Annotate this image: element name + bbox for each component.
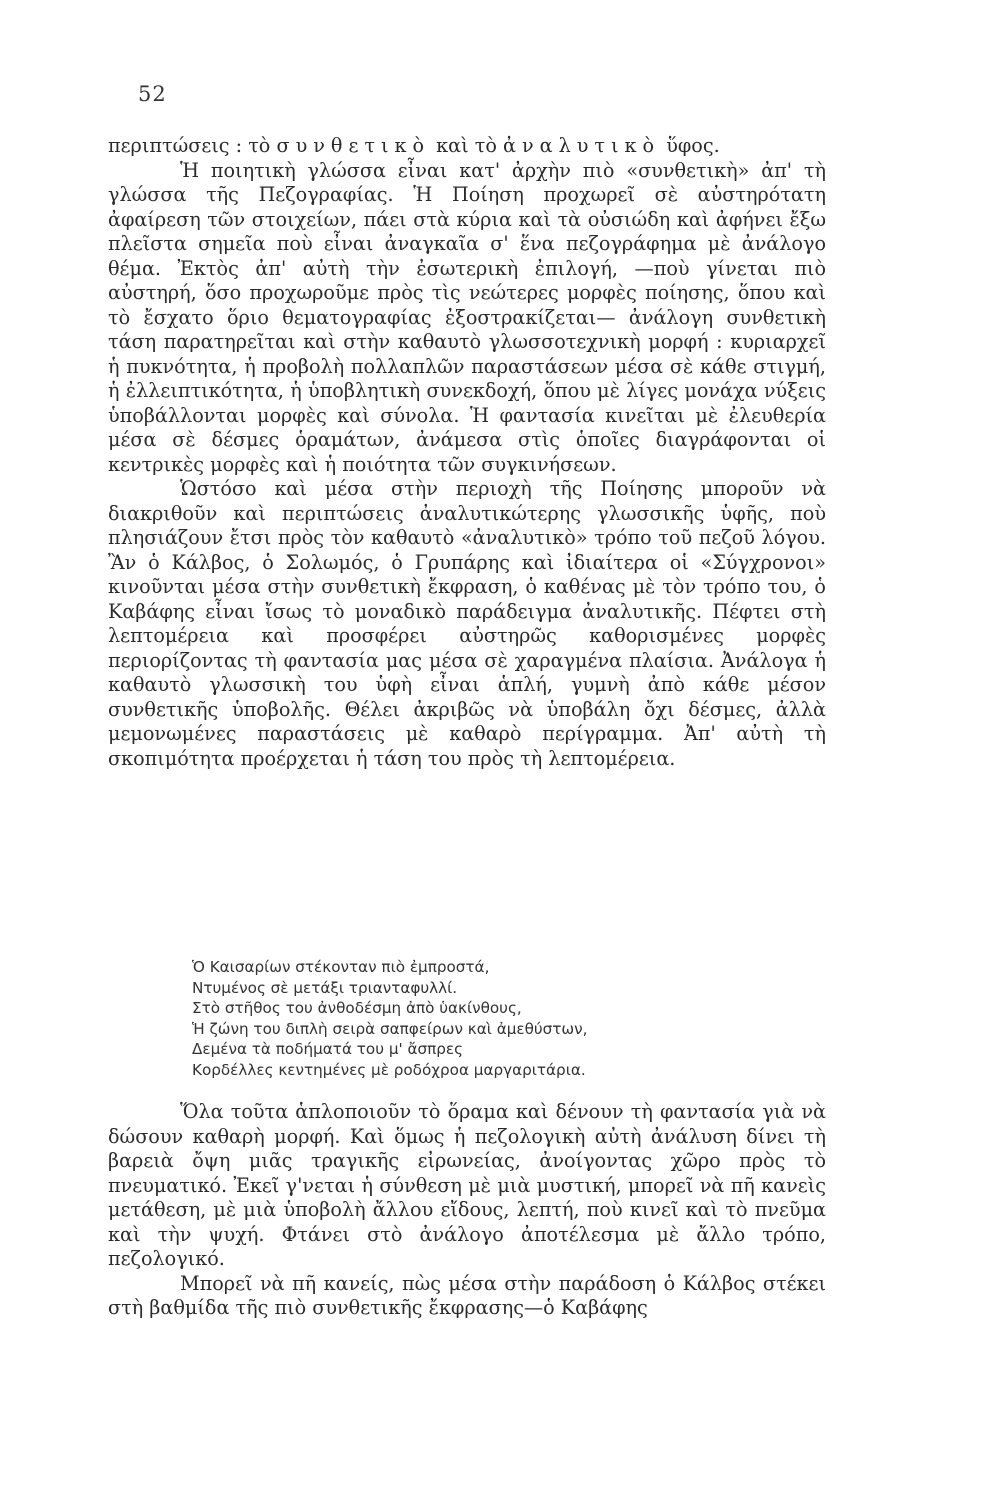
poem-quote: [192, 957, 587, 1081]
poem-line: Στὸ στῆθος του ἀνθοδέσμη ἀπὸ ὑακίνθους,: [192, 999, 522, 1018]
poem-line: Ἡ ζώνη του διπλὴ σειρὰ σαπφείρων καὶ ἀμεθύστων,: [192, 1019, 588, 1038]
paragraph-1-text: καὶ τὸ: [430, 134, 504, 157]
poem-line: Δεμένα τὰ ποδήματά του μ' ἄσπρες: [192, 1040, 464, 1059]
poem-line: Ὁ Καισαρίων στέκονταν πιὸ ἐμπροστά,: [192, 958, 490, 976]
page-number: 52: [138, 82, 167, 106]
paragraph-4: Ὅλα τοῦτα ἁπλοποιοῦν τὸ ὅραμα καὶ δένουν τὴ φαντασία γιὰ νὰ δώσουν καθαρὴ μορφή. Καὶ ὅμως ἡ πεζολογικὴ αὐτὴ ἀνάλυση δίνει τὴ βαρειὰ ὄψη μιᾶς τραγικῆς εἰρωνείας, ἀνοίγοντας χῶρο πρὸς τὸ πνευματικό. Ἐκεῖ γ'νεται ἡ σύνθεση μὲ μιὰ μυστική, μπορεῖ νὰ πῆ κανεὶς μετάθεση, μὲ μιὰ ὑποβολὴ ἄλλου εἴδους, λεπτή, ποὺ κινεῖ καὶ τὸ πνεῦμα καὶ τὴν ψυχή. Φτάνει στὸ ἀνάλογο ἀποτέλεσμα μὲ ἄλλο τρόπο, πεζολογικό.: [108, 1100, 826, 1270]
paragraph-1-text: ὕφος.: [660, 134, 720, 157]
paragraph-2: Ἡ ποιητικὴ γλώσσα εἶναι κατ' ἀρχὴν πιὸ «συνθετικὴ» ἀπ' τὴ γλώσσα τῆς Πεζογραφίας. Ἡ Ποίηση προχωρεῖ σὲ αὐστηρότατη ἀφαίρεση τῶν στοιχείων, πάει στὰ κύρια καὶ τὰ οὐσιώδη καὶ ἀφήνει ἔξω πλεῖστα σημεῖα ποὺ εἶναι ἀναγκαῖα σ' ἕνα πεζογράφημα μὲ ἀνάλογο θέμα. Ἐκτὸς ἀπ' αὐτὴ τὴν ἐσωτερικὴ ἐπιλογή, —ποὺ γίνεται πιὸ αὐστηρή, ὅσο προχωροῦμε πρὸς τὶς νεώτερες μορφὲς ποίησης, ὅπου καὶ τὸ ἔσχατο ὅριο θεματογραφίας ἐξοστρακίζεται— ἀνάλογη συνθετικὴ τάση παρατηρεῖται καὶ στὴν καθαυτὸ γλωσσοτεχνικὴ μορφή : κυριαρχεῖ ἡ πυκνότητα, ἡ προβολὴ πολλαπλῶν παραστάσεων μέσα σὲ κάθε στιγμή, ἡ ἐλλειπτικότητα, ἡ ὑποβλητικὴ συνεκδοχή, ὅπου μὲ λίγες μονάχα νύξεις ὑποβάλλονται μορφὲς καὶ σύνολα. Ἡ φαντασία κινεῖται μὲ ἐλευθερία μέσα σὲ δέσμες ὁραμάτων, ἀνάμεσα στὶς ὁποῖες διαγράφονται οἱ κεντρικὲς μορφὲς καὶ ἡ ποιότητα τῶν συγκινήσεων.: [108, 158, 826, 476]
poem-line: Κορδέλλες κεντημένες μὲ ροδόχροα μαργαριτάρια.: [192, 1060, 586, 1079]
paragraph-1-text: περιπτώσεις : τὸ: [108, 134, 277, 157]
body-text-upper: [108, 134, 826, 771]
term-analytic: ἀναλυτικὸ: [503, 134, 661, 157]
body-text-lower: [108, 1100, 826, 1321]
paragraph-3: Ὡστόσο καὶ μέσα στὴν περιοχὴ τῆς Ποίησης μποροῦν νὰ διακριθοῦν καὶ περιπτώσεις ἀναλυτικώτερης γλωσσικῆς ὑφῆς, ποὺ πλησιάζουν ἔτσι πρὸς τὸν καθαυτὸ «ἀναλυτικὸ» τρόπο τοῦ πεζοῦ λόγου. Ἂν ὁ Κάλβος, ὁ Σολωμός, ὁ Γρυπάρης καὶ ἰδιαίτερα οἱ «Σύγχρονοι» κινοῦνται μέσα στὴν συνθετικὴ ἔκφραση, ὁ καθένας μὲ τὸν τρόπο του, ὁ Καβάφης εἶναι ἴσως τὸ μοναδικὸ παράδειγμα ἀναλυτικῆς. Πέφτει στὴ λεπτομέρεια καὶ προσφέρει αὐστηρῶς καθορισμένες μορφὲς περιορίζοντας τὴ φαντασία μας μέσα σὲ χαραγμένα πλαίσια. Ἀνάλογα ἡ καθαυτὸ γλωσσικὴ του ὑφὴ εἶναι ἁπλή, γυμνὴ ἀπὸ κάθε μέσον συνθετικῆς ὑποβολῆς. Θέλει ἀκριβῶς νὰ ὑποβάλη ὄχι δέσμες, ἀλλὰ μεμονωμένες παραστάσεις μὲ καθαρὸ περίγραμμα. Ἀπ' αὐτὴ τὴ σκοπιμότητα προέρχεται ἡ τάση του πρὸς τὴ λεπτομέρεια.: [108, 477, 826, 770]
paragraph-5: Μπορεῖ νὰ πῆ κανείς, πὼς μέσα στὴν παράδοση ὁ Κάλβος στέκει στὴ βαθμίδα τῆς πιὸ συνθετικῆς ἔκφρασης—ὁ Καβάφης: [108, 1271, 826, 1319]
paragraph-1: [108, 134, 826, 159]
poem-line: Ντυμένος σὲ μετάξι τριανταφυλλί.: [192, 978, 458, 997]
term-synthetic: συνθετικὸ: [276, 134, 431, 157]
